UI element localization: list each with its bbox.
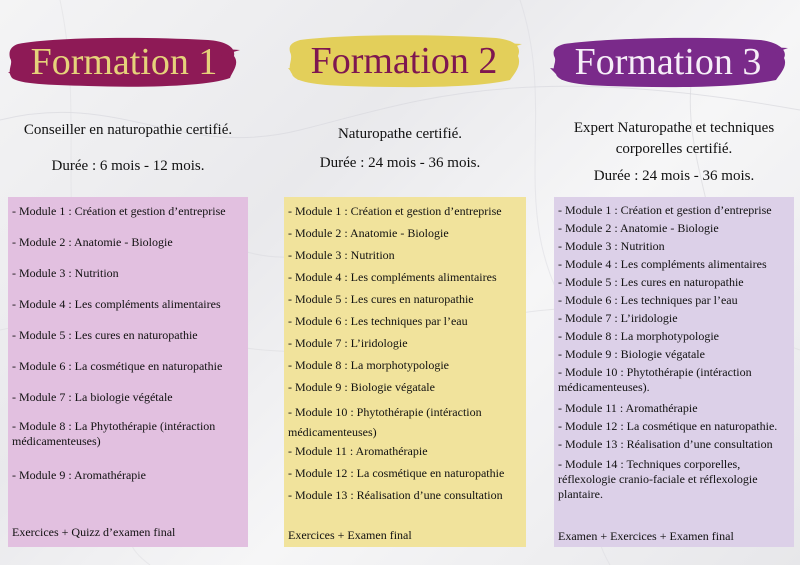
formation-1-duration: Durée : 6 mois - 12 mois.	[51, 158, 205, 174]
formation-2-title: Formation 2	[310, 40, 498, 82]
module-item: - Module 11 : Aromathérapie	[558, 401, 698, 415]
subtitle-line: corporelles certifié.	[615, 141, 733, 157]
formation-3-subtitle	[546, 118, 800, 160]
module-item: - Module 1 : Création et gestion d’entreprise	[558, 203, 772, 217]
formation-2-duration: Durée : 24 mois - 36 mois.	[319, 155, 481, 171]
module-item: - Module 4 : Les compléments alimentaires	[288, 270, 497, 284]
module-item: - Module 3 : Nutrition	[12, 266, 119, 280]
module-item: - Module 12 : La cosmétique en naturopathie.	[558, 419, 778, 433]
module-item: - Module 8 : La morphotypologie	[288, 358, 449, 372]
module-item: - Module 9 : Biologie végatale	[288, 380, 435, 394]
module-item: - Module 4 : Les compléments alimentaires	[12, 297, 221, 311]
module-item: - Module 9 : Biologie végatale	[558, 347, 705, 361]
formation-3-banner	[548, 34, 788, 90]
module-item: - Module 13 : Réalisation d’une consultation	[558, 437, 773, 451]
module-item: - Module 7 : L’iridologie	[558, 311, 678, 325]
module-item: - Module 4 : Les compléments alimentaires	[558, 257, 767, 271]
module-item: - Module 6 : Les techniques par l’eau	[288, 314, 468, 328]
formation-2-module-box	[284, 197, 526, 547]
formation-3-module-box	[554, 197, 794, 547]
formation-1-banner	[8, 34, 240, 90]
module-item: - Module 3 : Nutrition	[558, 239, 665, 253]
formation-2-banner	[286, 32, 522, 90]
module-item: - Module 11 : Aromathérapie	[288, 444, 428, 458]
module-item: - Module 1 : Création et gestion d’entreprise	[288, 204, 502, 218]
module-item: - Module 14 : Techniques corporelles, réflexologie cranio-faciale et réflexologie plantaire.	[558, 457, 758, 501]
module-item: - Module 10 : Phytothérapie (intéraction médicamenteuses).	[558, 365, 752, 394]
module-item: - Module 2 : Anatomie - Biologie	[12, 235, 173, 249]
formation-1-title: Formation 1	[30, 41, 218, 83]
formation-1-subtitle	[0, 120, 256, 141]
formation-1-footer: Exercices + Quizz d’examen final	[12, 525, 176, 539]
module-item: - Module 9 : Aromathérapie	[12, 468, 146, 482]
module-item: - Module 5 : Les cures en naturopathie	[12, 328, 198, 342]
module-item: - Module 6 : La cosmétique en naturopathie	[12, 359, 223, 373]
subtitle-line: Naturopathe certifié.	[337, 126, 463, 142]
module-item: - Module 3 : Nutrition	[288, 248, 395, 262]
module-item: - Module 5 : Les cures en naturopathie	[558, 275, 744, 289]
module-item: - Module 8 : La morphotypologie	[558, 329, 719, 343]
module-item: - Module 6 : Les techniques par l’eau	[558, 293, 738, 307]
module-item: - Module 12 : La cosmétique en naturopathie	[288, 466, 505, 480]
module-item: - Module 13 : Réalisation d’une consultation	[288, 488, 503, 502]
formation-3-footer: Examen + Exercices + Examen final	[558, 529, 734, 543]
module-item: - Module 10 : Phytothérapie (intéraction médicamenteuses)	[288, 405, 482, 439]
module-item: - Module 7 : L’iridologie	[288, 336, 408, 350]
module-item: - Module 1 : Création et gestion d’entreprise	[12, 204, 226, 218]
module-item: - Module 2 : Anatomie - Biologie	[288, 226, 449, 240]
formation-2-footer: Exercices + Examen final	[288, 528, 412, 542]
subtitle-line: Conseiller en naturopathie certifié.	[23, 122, 233, 138]
subtitle-line: Expert Naturopathe et techniques	[573, 120, 775, 136]
module-item: - Module 2 : Anatomie - Biologie	[558, 221, 719, 235]
module-item: - Module 5 : Les cures en naturopathie	[288, 292, 474, 306]
formation-1-module-box	[8, 197, 248, 547]
formation-3-title: Formation 3	[574, 41, 762, 83]
formation-2-subtitle	[272, 124, 528, 145]
module-item: - Module 7 : La biologie végétale	[12, 390, 173, 404]
module-item: - Module 8 : La Phytothérapie (intéraction médicamenteuses)	[12, 419, 216, 448]
formation-3-duration: Durée : 24 mois - 36 mois.	[593, 168, 755, 184]
